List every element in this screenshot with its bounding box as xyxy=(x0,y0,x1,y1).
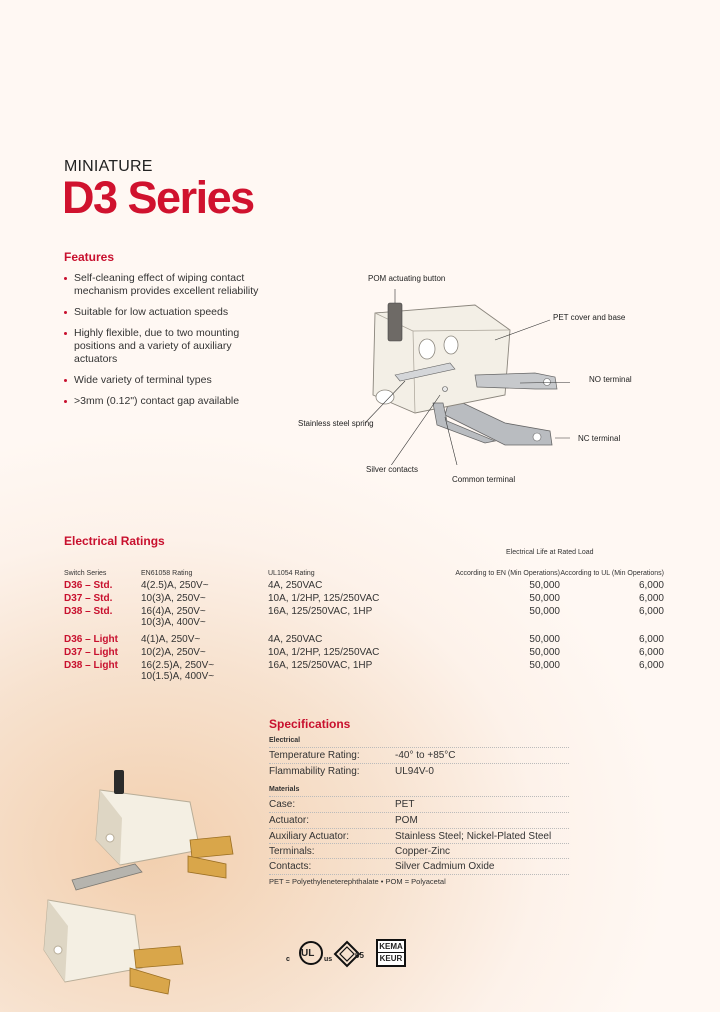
specifications-heading: Specifications xyxy=(269,717,351,731)
cell-ul: 16A, 125/250VAC, 1HP xyxy=(268,606,373,617)
cell-series: D38 – Light xyxy=(64,660,118,671)
cell-en xyxy=(141,628,268,645)
cell-en-line: 16(4)A, 250V~ xyxy=(141,606,206,617)
silver-contact-shape xyxy=(443,387,448,392)
ce-text: 05 xyxy=(355,951,364,960)
spec-row xyxy=(269,796,569,812)
cell-life-ul: 6,000 xyxy=(638,634,664,645)
kema-bottom-text: KEUR xyxy=(379,954,403,963)
cell-en-line: 4(1)A, 250V~ xyxy=(141,634,201,645)
cell-en-line: 16(2.5)A, 250V~ xyxy=(141,660,215,671)
cell-ul: 4A, 250VAC xyxy=(268,634,323,645)
ul-us-text: us xyxy=(324,956,333,963)
spec-value: UL94V-0 xyxy=(395,766,434,777)
cell-en xyxy=(141,578,268,591)
spec-value: Stainless Steel; Nickel-Plated Steel xyxy=(395,831,552,842)
label-no-terminal: NO terminal xyxy=(589,375,632,384)
feature-item: >3mm (0.12") contact gap available xyxy=(64,395,264,408)
feature-item: Suitable for low actuation speeds xyxy=(64,306,264,319)
spec-row xyxy=(269,747,569,763)
col-life-ul: According to UL (Min Operations) xyxy=(560,570,664,577)
spec-value: Silver Cadmium Oxide xyxy=(395,861,495,872)
cell-en-line: 10(2)A, 250V~ xyxy=(141,647,206,658)
spec-row xyxy=(269,812,569,828)
spec-row xyxy=(269,828,569,844)
feature-item: Wide variety of terminal types xyxy=(64,374,264,387)
cell-en xyxy=(141,658,268,682)
cell-life-en: 50,000 xyxy=(529,660,560,671)
cell-series: D36 – Std. xyxy=(64,580,113,591)
col-series: Switch Series xyxy=(64,570,107,577)
col-ul-rating: UL1054 Rating xyxy=(268,570,315,577)
col-en-rating: EN61058 Rating xyxy=(141,570,193,577)
table-row xyxy=(64,628,664,645)
spec-row xyxy=(269,858,569,875)
table-row xyxy=(64,604,664,628)
features-list xyxy=(64,272,264,416)
spec-key: Flammability Rating: xyxy=(269,766,360,777)
spec-row xyxy=(269,763,569,779)
ul-c-text: c xyxy=(286,956,290,963)
label-pom-button: POM actuating button xyxy=(368,274,446,283)
cell-life-en: 50,000 xyxy=(529,593,560,604)
table-row xyxy=(64,591,664,604)
kema-logo xyxy=(376,939,406,967)
switch-photo-lower xyxy=(44,864,183,994)
electrical-heading: Electrical Ratings xyxy=(64,534,165,548)
table-row xyxy=(64,658,664,682)
switch-photo-upper xyxy=(96,770,233,878)
spec-electrical-label: Electrical xyxy=(269,737,301,744)
cell-life-ul: 6,000 xyxy=(638,593,664,604)
label-pet-cover: PET cover and base xyxy=(553,313,626,322)
page-title: D3 Series xyxy=(62,172,254,223)
cell-series: D36 – Light xyxy=(64,634,118,645)
spec-value: POM xyxy=(395,815,418,826)
label-nc-terminal: NC terminal xyxy=(578,434,621,443)
spec-value: PET xyxy=(395,799,415,810)
cell-en-line: 10(3)A, 400V~ xyxy=(141,617,206,628)
spec-row xyxy=(269,843,569,859)
spec-key: Actuator: xyxy=(269,815,310,826)
label-silver-contacts: Silver contacts xyxy=(366,465,419,474)
cell-ul: 10A, 1/2HP, 125/250VAC xyxy=(268,647,380,658)
cell-life-en: 50,000 xyxy=(529,606,560,617)
spec-key: Contacts: xyxy=(269,861,312,872)
product-photo xyxy=(30,760,255,1000)
spec-key: Auxiliary Actuator: xyxy=(269,831,350,842)
spec-key: Case: xyxy=(269,799,296,810)
spec-footnote: PET = Polyethyleneterephthalate • POM = Polyacetal xyxy=(269,877,446,886)
cell-life-en: 50,000 xyxy=(529,580,560,591)
cell-ul: 10A, 1/2HP, 125/250VAC xyxy=(268,593,380,604)
cell-series: D37 – Light xyxy=(64,647,118,658)
spec-key: Temperature Rating: xyxy=(269,750,360,761)
spec-materials-label: Materials xyxy=(269,786,300,793)
ul-logo xyxy=(286,940,336,968)
cell-life-ul: 6,000 xyxy=(638,647,664,658)
spec-key: Terminals: xyxy=(269,846,315,857)
switch-cutaway-diagram xyxy=(355,285,570,465)
cell-en xyxy=(141,645,268,658)
cell-en xyxy=(141,591,268,604)
cell-en-line: 4(2.5)A, 250V~ xyxy=(141,580,209,591)
electrical-life-heading: Electrical Life at Rated Load xyxy=(506,549,594,556)
cell-life-ul: 6,000 xyxy=(638,660,664,671)
cell-series: D37 – Std. xyxy=(64,593,113,604)
features-heading: Features xyxy=(64,250,115,264)
label-common-terminal: Common terminal xyxy=(452,475,516,484)
ce-logo xyxy=(333,940,369,968)
cell-en xyxy=(141,604,268,628)
feature-item: Highly flexible, due to two mounting positions and a variety of auxiliary actuators xyxy=(64,327,264,366)
cell-en-line: 10(1.5)A, 400V~ xyxy=(141,671,215,682)
cell-life-en: 50,000 xyxy=(529,634,560,645)
ul-mark-text: UL xyxy=(301,948,315,959)
table-row xyxy=(64,645,664,658)
cell-series: D38 – Std. xyxy=(64,606,113,617)
table-header-row xyxy=(64,548,664,578)
cell-life-en: 50,000 xyxy=(529,647,560,658)
feature-item: Self-cleaning effect of wiping contact mechanism provides excellent reliability xyxy=(64,272,264,298)
pom-button-shape xyxy=(388,303,402,341)
spec-value: -40° to +85°C xyxy=(395,750,456,761)
table-row xyxy=(64,578,664,591)
cell-en-line: 10(3)A, 250V~ xyxy=(141,593,206,604)
electrical-ratings-table xyxy=(64,548,664,682)
cell-ul: 16A, 125/250VAC, 1HP xyxy=(268,660,373,671)
cell-life-ul: 6,000 xyxy=(638,606,664,617)
eyebrow-text: MINIATURE xyxy=(64,158,153,175)
cell-life-ul: 6,000 xyxy=(638,580,664,591)
cell-ul: 4A, 250VAC xyxy=(268,580,323,591)
kema-top-text: KEMA xyxy=(379,942,403,951)
spec-value: Copper-Zinc xyxy=(395,846,451,857)
col-life-en: According to EN (Min Operations) xyxy=(455,570,560,577)
label-spring: Stainless steel spring xyxy=(298,419,374,428)
